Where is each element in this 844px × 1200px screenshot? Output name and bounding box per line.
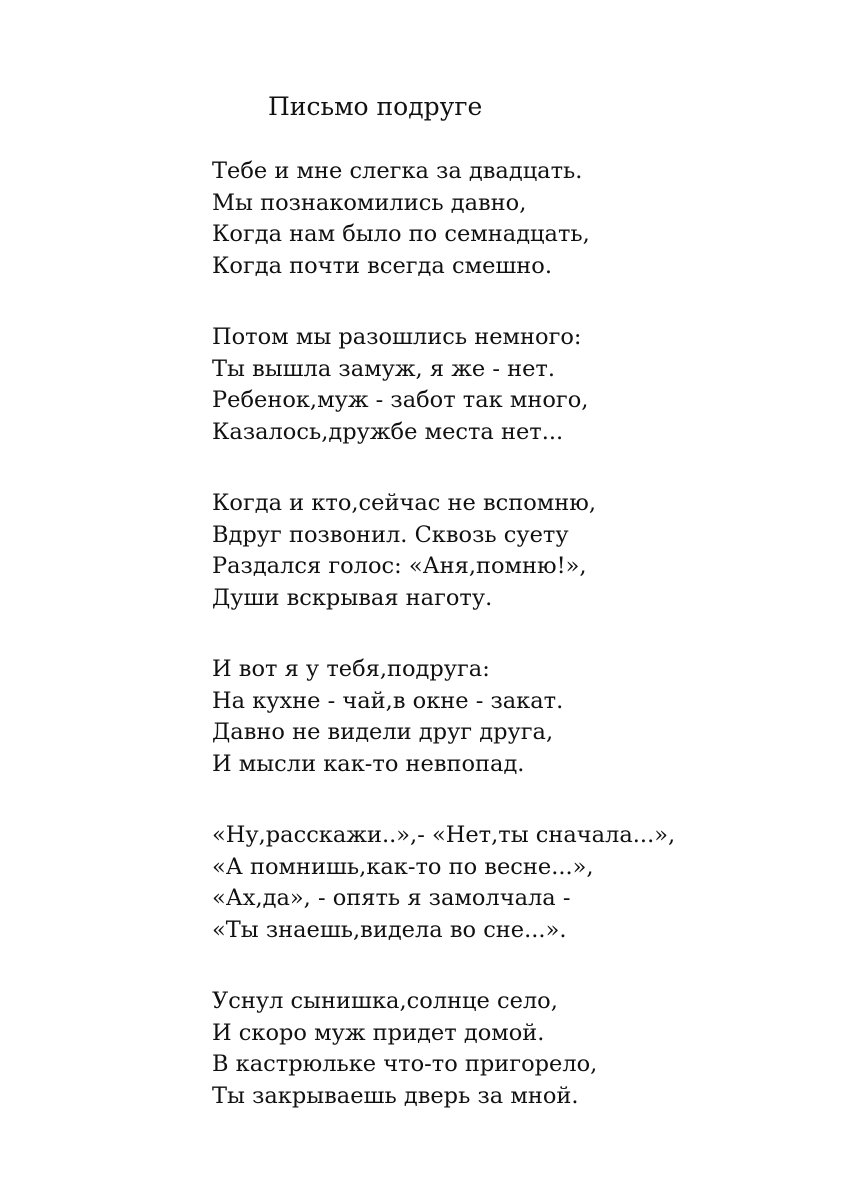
poem-line: В кастрюльке что-то пригорело,	[212, 1051, 598, 1077]
stanza-6	[212, 986, 812, 1112]
poem-line: На кухне - чай,в окне - закат.	[212, 687, 564, 714]
stanza-3	[212, 488, 812, 614]
poem-line: Уснул сынишка,солнце село,	[212, 988, 558, 1014]
poem-line: Тебе и мне слегка за двадцать.	[212, 158, 583, 184]
poem-line: Когда и кто,сейчас не вспомню,	[212, 490, 596, 516]
stanza-5	[212, 820, 812, 946]
poem-line: «А помнишь,как-то по весне...»,	[212, 853, 594, 880]
stanza-4	[212, 654, 812, 780]
poem-body	[212, 156, 812, 1152]
poem-line: Ты вышла замуж, я же - нет.	[212, 355, 556, 382]
poem-line: Когда нам было по семнадцать,	[212, 221, 590, 247]
poem-line: И вот я у тебя,подруга:	[212, 656, 490, 682]
poem-line: Раздался голос: «Аня,помню!»,	[212, 553, 587, 579]
poem-line: «Ну,расскажи..»,- «Нет,ты сначала...»,	[212, 822, 676, 848]
poem-line: И мысли как-то невпопад.	[212, 750, 525, 777]
poem-line: Души вскрывая наготу.	[212, 584, 493, 611]
poem-line: Когда почти всегда смешно.	[212, 252, 553, 279]
poem-line: Ребенок,муж - забот так много,	[212, 387, 589, 413]
stanza-2	[212, 322, 812, 448]
poem-line: Давно не видели друг друга,	[212, 719, 554, 745]
poem-line: Ты закрываешь дверь за мной.	[212, 1082, 579, 1109]
poem-line: Вдруг позвонил. Сквозь суету	[212, 521, 569, 548]
poem-line: «Ах,да», - опять я замолчала -	[212, 885, 571, 911]
poem-line: Потом мы разошлись немного:	[212, 324, 582, 350]
poem-line: «Ты знаешь,видела во сне...».	[212, 916, 567, 943]
poem-line: Казалось,дружбе места нет...	[212, 418, 564, 445]
poem-line: Мы познакомились давно,	[212, 189, 527, 216]
poem-title: Письмо подруге	[268, 92, 483, 121]
stanza-1	[212, 156, 812, 282]
poem-line: И скоро муж придет домой.	[212, 1019, 545, 1046]
